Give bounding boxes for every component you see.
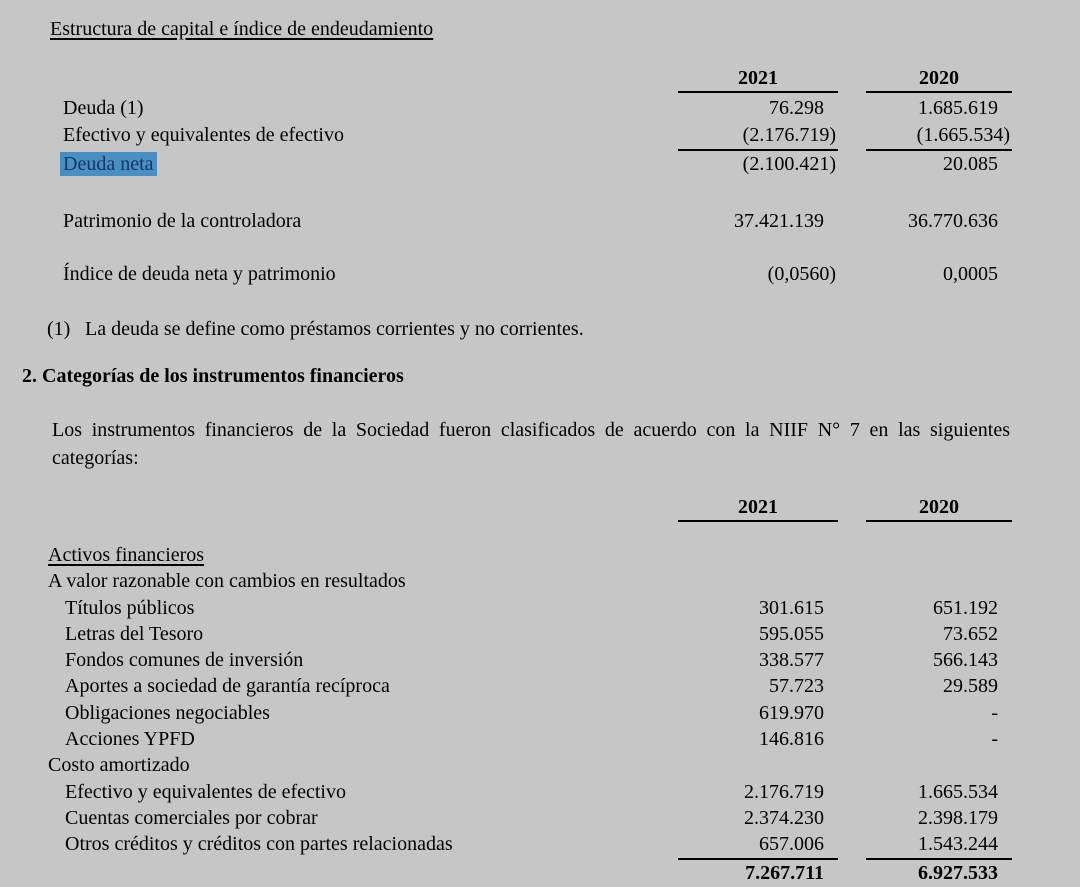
- group-row-valor-razonable: [48, 568, 1012, 594]
- table-row-deuda: [63, 95, 1012, 122]
- table-row-obligaciones: [48, 700, 1012, 726]
- value-2021: 595.055: [759, 622, 824, 645]
- table1-col-header-2021: 2021: [678, 66, 838, 93]
- table-row-indice: [63, 261, 1012, 288]
- table-row-cuentas: [48, 805, 1012, 831]
- table-row-letras: [48, 621, 1012, 647]
- row-label: [63, 151, 678, 178]
- row-gap: [63, 235, 1012, 261]
- row-label: Efectivo y equivalentes de efectivo: [65, 780, 346, 803]
- row-label: Cuentas comerciales por cobrar: [65, 806, 318, 829]
- value-2021: (0,0560): [767, 263, 836, 285]
- table-row-total: [48, 860, 1012, 887]
- value-2020: 1.685.619: [918, 97, 998, 119]
- table-row-otros-creditos: [48, 831, 1012, 859]
- value-2020: -: [991, 728, 998, 751]
- value-2021: 146.816: [759, 728, 824, 751]
- footnote-text: La deuda se define como préstamos corrientes y no corrientes.: [85, 318, 584, 340]
- value-2021: 2.374.230: [744, 806, 824, 829]
- row-label: Deuda (1): [63, 97, 144, 119]
- row-label: Otros créditos y créditos con partes relacionadas: [65, 833, 453, 856]
- total-2021: 7.267.711: [678, 860, 838, 887]
- value-2021: 657.006: [678, 831, 838, 859]
- footnote: [47, 316, 1080, 343]
- value-2020: 651.192: [933, 596, 998, 619]
- value-2020: 29.589: [943, 675, 998, 698]
- value-2020: 73.652: [943, 622, 998, 645]
- value-2020: 566.143: [933, 649, 998, 672]
- table-row-titulos: [48, 595, 1012, 621]
- value-2020: 1.543.244: [866, 831, 1012, 859]
- value-2021: 619.970: [759, 701, 824, 724]
- value-2021: (2.100.421): [742, 153, 836, 175]
- row-gap: [63, 178, 1012, 208]
- selected-text-highlight[interactable]: Deuda neta: [60, 152, 157, 176]
- value-2020: 36.770.636: [908, 210, 998, 232]
- capital-structure-table: [63, 66, 1012, 288]
- value-2020: 1.665.534: [918, 780, 998, 803]
- section2-intro-paragraph: Los instrumentos financieros de la Sociedad fueron clasificados de acuerdo con la NIIF N° 7 en las siguientes categorías:: [52, 419, 1010, 469]
- table1-header-row: [63, 66, 1012, 93]
- value-2021: 338.577: [759, 649, 824, 672]
- group-row-activos: [48, 542, 1012, 568]
- row-label: Fondos comunes de inversión: [65, 649, 304, 672]
- value-2020: 2.398.179: [918, 806, 998, 829]
- row-label: Índice de deuda neta y patrimonio: [63, 263, 336, 285]
- row-label: Efectivo y equivalentes de efectivo: [63, 124, 344, 146]
- table-row-deuda-neta: [63, 151, 1012, 178]
- table2-col-header-2021: 2021: [678, 495, 838, 522]
- value-2021: 57.723: [769, 675, 824, 698]
- table2-rows: [48, 542, 1012, 887]
- value-2021: (2.176.719): [678, 122, 838, 151]
- table2-header-row: [48, 495, 1012, 522]
- group-label: A valor razonable con cambios en resultados: [48, 570, 406, 593]
- value-2021: 301.615: [759, 596, 824, 619]
- section1-title: Estructura de capital e índice de endeudamiento: [50, 18, 434, 40]
- table-row-aportes: [48, 673, 1012, 699]
- value-2021: 2.176.719: [744, 780, 824, 803]
- table-row-acciones: [48, 726, 1012, 752]
- row-label: Acciones YPFD: [65, 728, 195, 751]
- value-2020: (1.665.534): [866, 122, 1012, 151]
- financial-instruments-table: [48, 495, 1012, 887]
- table2-col-header-2020: 2020: [866, 495, 1012, 522]
- row-label: Aportes a sociedad de garantía recíproca: [65, 675, 390, 698]
- value-2020: 20.085: [943, 153, 998, 175]
- row-label: Obligaciones negociables: [65, 701, 270, 724]
- row-label: Títulos públicos: [65, 596, 195, 619]
- value-2020: -: [991, 701, 998, 724]
- table1-col-header-2020: 2020: [866, 66, 1012, 93]
- group-row-costo: [48, 752, 1012, 778]
- row-label: Letras del Tesoro: [65, 622, 204, 645]
- group-label: Costo amortizado: [48, 754, 190, 777]
- value-2021: 37.421.139: [734, 210, 824, 232]
- value-2020: 0,0005: [943, 263, 998, 285]
- row-label: Patrimonio de la controladora: [63, 210, 302, 232]
- footnote-marker: (1): [47, 318, 71, 340]
- table-row-patrimonio: [63, 208, 1012, 235]
- total-2020: 6.927.533: [866, 860, 1012, 887]
- table-row-efectivo2: [48, 779, 1012, 805]
- group-label: Activos financieros: [48, 544, 205, 566]
- table-row-fondos: [48, 647, 1012, 673]
- section2-heading: 2. Categorías de los instrumentos financieros: [22, 365, 404, 387]
- table-row-efectivo: [63, 122, 1012, 151]
- value-2021: 76.298: [769, 97, 824, 119]
